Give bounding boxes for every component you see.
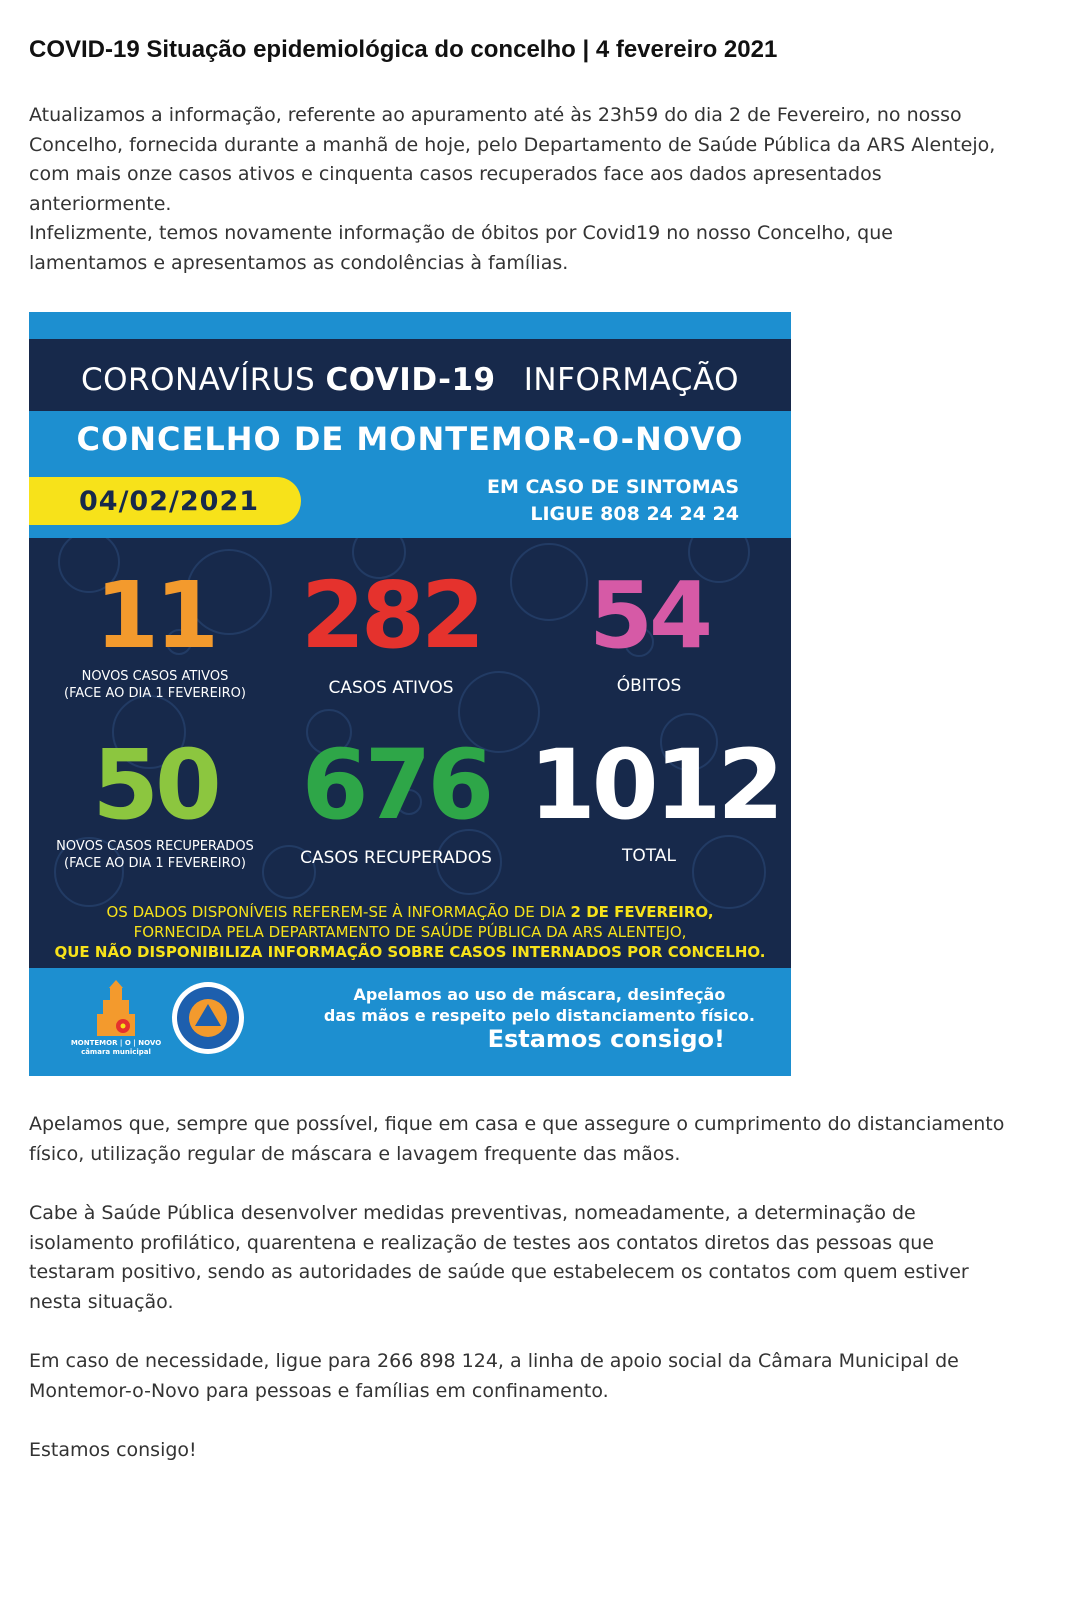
- protecao-civil-logo-icon: [170, 980, 246, 1056]
- text-line: lamentamos e apresentamos as condolências à famílias.: [29, 251, 569, 274]
- stat-novos-recuperados-value: 50: [92, 729, 218, 842]
- support-paragraph: [29, 1347, 1039, 1406]
- text-line: anteriormente.: [29, 192, 172, 215]
- text-line: Atualizamos a informação, referente ao apuramento até às 23h59 do dia 2 de Fevereiro, no nosso: [29, 104, 962, 127]
- footer-estamos-consigo: Estamos consigo!: [487, 1025, 725, 1054]
- header-covid19: COVID-19: [325, 362, 496, 399]
- note-line3: QUE NÃO DISPONIBILIZA INFORMAÇÃO SOBRE CASOS INTERNADOS POR CONCELHO.: [54, 943, 766, 962]
- note-line1-text: OS DADOS DISPONÍVEIS REFEREM-SE À INFORMAÇÃO DE DIA: [106, 903, 571, 922]
- public-health-paragraph: [29, 1199, 1039, 1317]
- label-line: (FACE AO DIA 1 FEVEREIRO): [64, 686, 246, 702]
- text-line: Infelizmente, temos novamente informação de óbitos por Covid19 no nosso Concelho, que: [29, 222, 893, 245]
- text-line: testaram positivo, sendo as autoridades de saúde que estabelecem os contatos com quem estiver: [29, 1261, 969, 1284]
- stat-obitos-label: ÓBITOS: [616, 676, 682, 697]
- date-text: 04/02/2021: [79, 486, 260, 518]
- stat-novos-ativos-value: 11: [94, 562, 216, 670]
- stat-ativos-value: 282: [300, 562, 482, 670]
- logo-text-line: MONTEMOR | O | NOVO: [70, 1039, 162, 1048]
- text-line: Apelamos que, sempre que possível, fique em casa e que assegure o cumprimento do distanciamento: [29, 1113, 1005, 1136]
- header-coronavirus-light: CORONAVÍRUS: [81, 362, 326, 399]
- note-line1-date: 2 DE FEVEREIRO,: [570, 903, 714, 922]
- label-line: NOVOS CASOS RECUPERADOS: [56, 839, 254, 855]
- text-line: com mais onze casos ativos e cinquenta casos recuperados face aos dados apresentados: [29, 163, 882, 186]
- text-line: físico, utilização regular de máscara e lavagem frequente das mãos.: [29, 1142, 681, 1165]
- stat-total-label: TOTAL: [622, 846, 676, 867]
- paragraph-spacer: [29, 1169, 1039, 1199]
- stat-novos-ativos-label: [45, 668, 265, 702]
- text-line: nesta situação.: [29, 1290, 174, 1313]
- stat-novos-recuperados-label: [35, 838, 275, 872]
- concelho-title: CONCELHO DE MONTEMOR-O-NOVO: [76, 420, 744, 459]
- label-line: NOVOS CASOS ATIVOS: [81, 669, 229, 685]
- note-line1: [29, 902, 791, 922]
- footer-line2: das mãos e respeito pelo distanciamento físico.: [323, 1006, 755, 1026]
- covid-infographic: [29, 312, 791, 1076]
- top-stripe: [29, 312, 791, 339]
- text-line: Em caso de necessidade, ligue para 266 898 124, a linha de apoio social da Câmara Municipal de: [29, 1350, 959, 1373]
- symptoms-line2: LIGUE 808 24 24 24: [530, 503, 739, 526]
- text-line: Concelho, fornecida durante a manhã de hoje, pelo Departamento de Saúde Pública da ARS Alentejo,: [29, 133, 996, 156]
- stat-obitos-value: 54: [588, 562, 710, 670]
- stat-recuperados-label: CASOS RECUPERADOS: [300, 848, 492, 869]
- symptoms-hotline: [487, 474, 739, 528]
- stat-recuperados-value: 676: [301, 729, 491, 842]
- header-coronavirus: [81, 362, 496, 398]
- label-line: (FACE AO DIA 1 FEVEREIRO): [64, 856, 246, 872]
- stat-ativos-label: CASOS ATIVOS: [328, 678, 454, 699]
- paragraph-spacer: [29, 1406, 1039, 1436]
- intro-paragraph: [29, 101, 1039, 278]
- data-source-notes: [29, 902, 791, 962]
- closing-text: Estamos consigo!: [29, 1439, 197, 1462]
- paragraph-spacer: [29, 1317, 1039, 1347]
- text-line: Montemor-o-Novo para pessoas e famílias em confinamento.: [29, 1379, 609, 1402]
- logo-text-line: câmara municipal: [81, 1048, 151, 1057]
- symptoms-line1: EM CASO DE SINTOMAS: [486, 476, 739, 499]
- text-line: Cabe à Saúde Pública desenvolver medidas preventivas, nomeadamente, a determinação de: [29, 1202, 916, 1225]
- footer-line1: Apelamos ao uso de máscara, desinfeção: [353, 985, 726, 1005]
- header-informacao: INFORMAÇÃO: [523, 362, 739, 399]
- stat-total-value: 1012: [529, 729, 781, 842]
- article: [29, 34, 1039, 1466]
- montemor-logo-text: [69, 1039, 163, 1057]
- appeal-paragraph: [29, 1110, 1039, 1169]
- text-line: isolamento profilático, quarentena e realização de testes aos contatos diretos das pessoas que: [29, 1231, 934, 1254]
- note-line2: FORNECIDA PELA DEPARTAMENTO DE SAÚDE PÚBLICA DA ARS ALENTEJO,: [133, 923, 687, 942]
- page-title: COVID-19 Situação epidemiológica do concelho | 4 fevereiro 2021: [29, 36, 778, 63]
- footer-appeal: [324, 984, 755, 1026]
